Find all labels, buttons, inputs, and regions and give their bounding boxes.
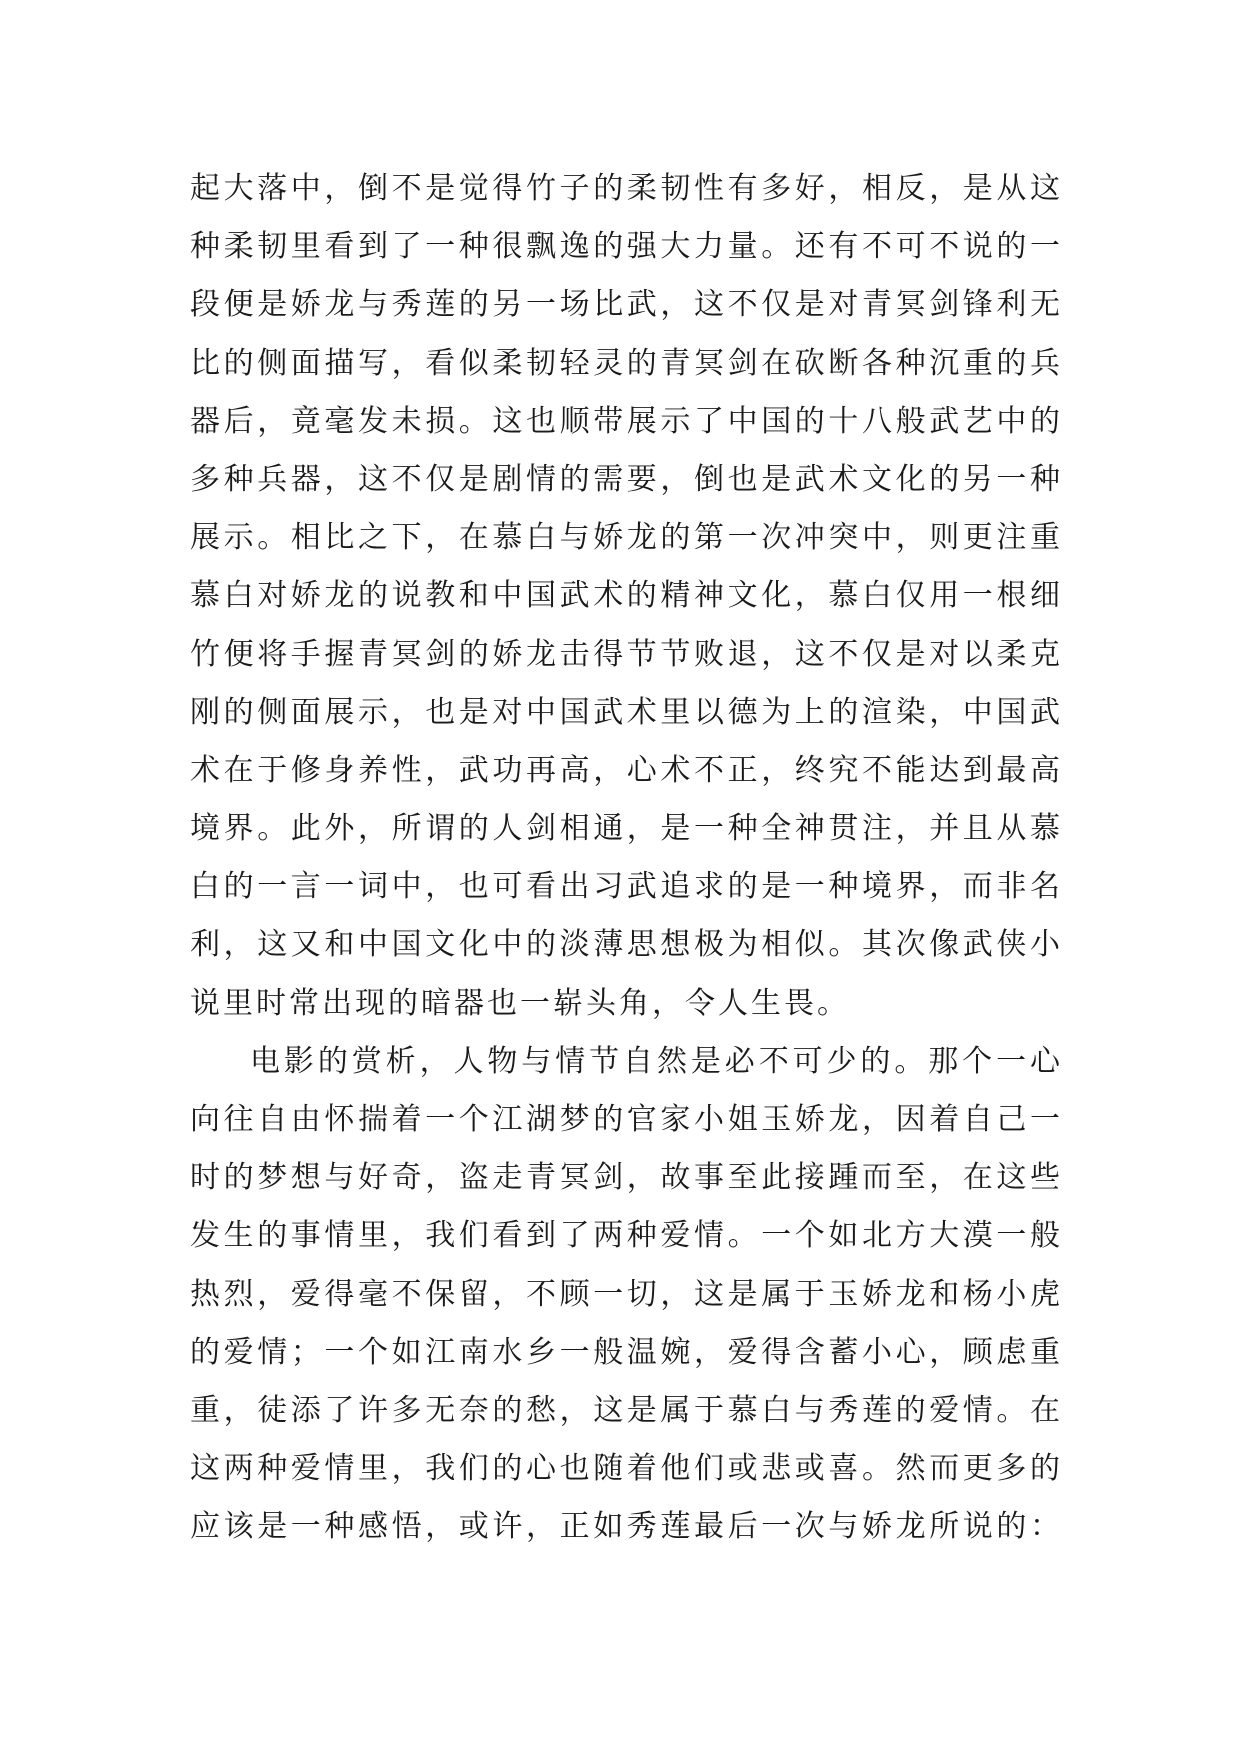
text-line: 这两种爱情里，我们的心也随着他们或悲或喜。然而更多的 [190, 1451, 1060, 1487]
body-text [190, 160, 1060, 1557]
text-line: 竹便将手握青冥剑的娇龙击得节节败退，这不仅是对以柔克 [190, 636, 1060, 672]
text-line: 段便是娇龙与秀莲的另一场比武，这不仅是对青冥剑锋利无 [190, 287, 1060, 323]
text-line: 热烈，爱得毫不保留，不顾一切，这是属于玉娇龙和杨小虎 [190, 1276, 1060, 1312]
text-line: 慕白对娇龙的说教和中国武术的精神文化，慕白仅用一根细 [190, 578, 1060, 614]
text-line: 比的侧面描写，看似柔韧轻灵的青冥剑在砍断各种沉重的兵 [190, 345, 1060, 381]
text-line: 向往自由怀揣着一个江湖梦的官家小姐玉娇龙，因着自己一 [190, 1102, 1060, 1137]
text-line: 的爱情；一个如江南水乡一般温婉，爱得含蓄小心，顾虑重 [190, 1334, 1060, 1370]
text-line: 应该是一种感悟，或许，正如秀莲最后一次与娇龙所说的： [190, 1509, 1060, 1545]
text-line: 发生的事情里，我们看到了两种爱情。一个如北方大漠一般 [190, 1218, 1060, 1254]
text-line: 利，这又和中国文化中的淡薄思想极为相似。其次像武侠小 [190, 927, 1060, 963]
text-line: 说里时常出现的暗器也一崭头角，令人生畏。 [190, 985, 850, 1021]
text-line: 术在于修身养性，武功再高，心术不正，终究不能达到最高 [190, 752, 1060, 788]
text-line: 器后，竟毫发未损。这也顺带展示了中国的十八般武艺中的 [190, 403, 1060, 439]
text-line: 起大落中，倒不是觉得竹子的柔韧性有多好，相反，是从这 [190, 171, 1060, 206]
text-line: 白的一言一词中，也可看出习武追求的是一种境界，而非名 [190, 869, 1060, 905]
text-line: 多种兵器，这不仅是剧情的需要，倒也是武术文化的另一种 [190, 461, 1060, 497]
paragraph-start-line: 电影的赏析，人物与情节自然是必不可少的。那个一心 [250, 1043, 1060, 1079]
text-line: 时的梦想与好奇，盗走青冥剑，故事至此接踵而至，在这些 [190, 1160, 1060, 1196]
text-line: 重，徒添了许多无奈的愁，这是属于慕白与秀莲的爱情。在 [190, 1392, 1060, 1428]
text-line: 境界。此外，所谓的人剑相通，是一种全神贯注，并且从慕 [190, 811, 1060, 847]
text-line: 展示。相比之下，在慕白与娇龙的第一次冲突中，则更注重 [190, 520, 1060, 556]
text-line: 刚的侧面展示，也是对中国武术里以德为上的渲染，中国武 [190, 694, 1060, 730]
text-line: 种柔韧里看到了一种很飘逸的强大力量。还有不可不说的一 [190, 229, 1060, 265]
